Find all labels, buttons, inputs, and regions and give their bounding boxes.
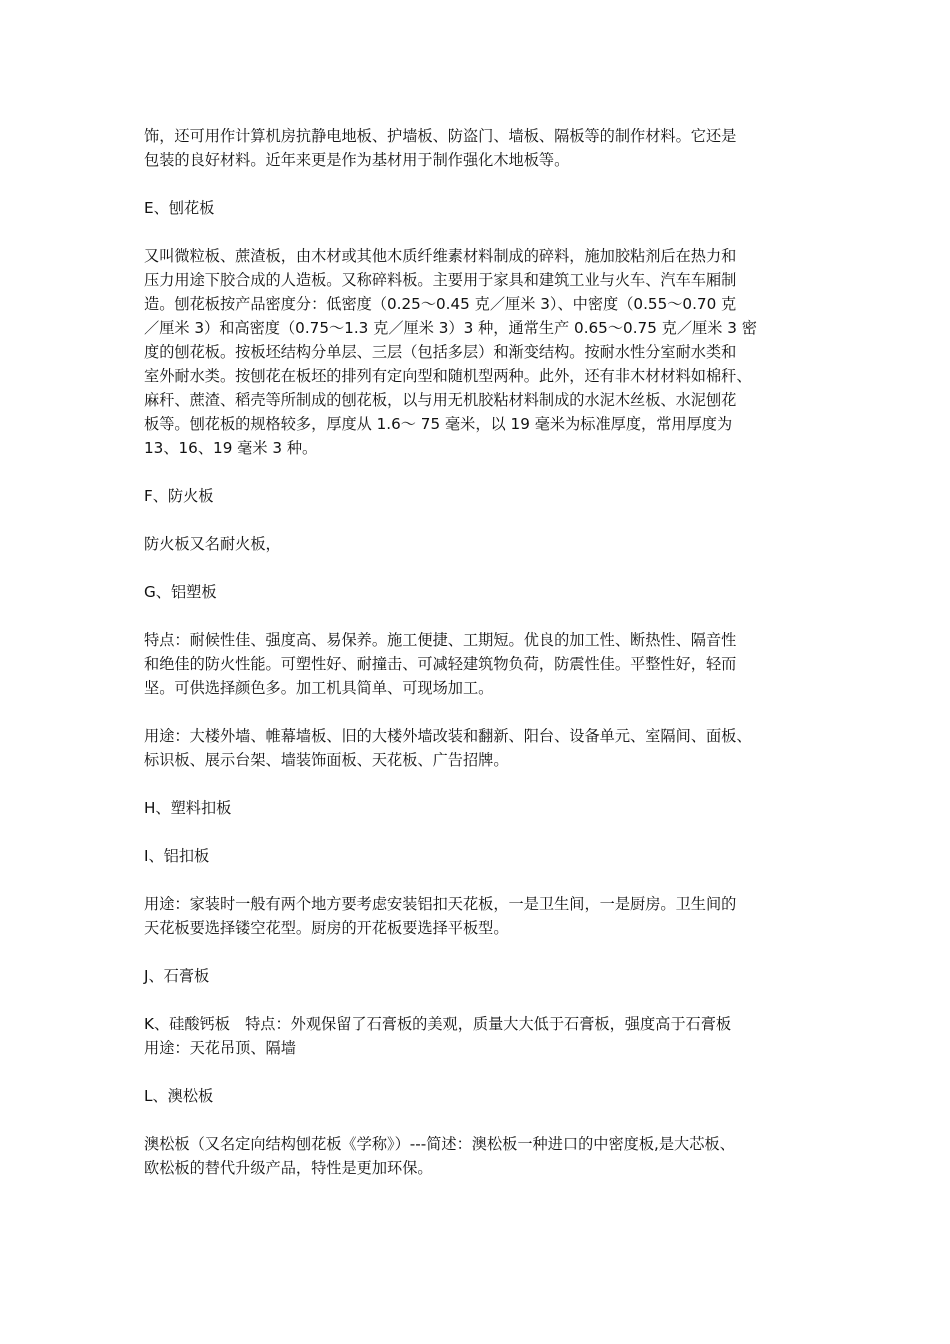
paragraph-osb-board [144, 1132, 810, 1180]
text-line: L、澳松板 [144, 1087, 214, 1105]
text-line: 特点：耐候性佳、强度高、易保养。施工便捷、工期短。优良的加工性、断热性、隔音性 [144, 631, 737, 649]
text-line: 又叫微粒板、蔗渣板，由木材或其他木质纤维素材料制成的碎料，施加胶粘剂后在热力和 [144, 247, 737, 265]
document-page [144, 124, 810, 1204]
text-line: 坚。可供选择颜色多。加工机具简单、可现场加工。 [144, 679, 494, 697]
text-line: 用途：天花吊顶、隔墙 [144, 1039, 296, 1057]
text-line: 欧松板的替代升级产品，特性是更加环保。 [144, 1159, 433, 1177]
heading-h-plastic-buckle-board [144, 796, 810, 820]
paragraph-aluminum-plastic-uses [144, 724, 810, 772]
text-line: J、石膏板 [144, 967, 210, 985]
heading-g-aluminum-plastic-board [144, 580, 810, 604]
heading-i-aluminum-buckle-board [144, 844, 810, 868]
text-line: 饰，还可用作计算机房抗静电地板、护墙板、防盗门、墙板、隔板等的制作材料。它还是 [144, 127, 737, 145]
text-line: ／厘米 3）和高密度（0.75～1.3 克／厘米 3）3 种，通常生产 0.65～0.75 克／厘米 3 密 [144, 319, 757, 337]
text-line: 和绝佳的防火性能。可塑性好、耐撞击、可减轻建筑物负荷，防震性佳。平整性好，轻而 [144, 655, 737, 673]
heading-l-osb-board [144, 1084, 810, 1108]
paragraph-fireproof-board [144, 532, 810, 556]
paragraph-aluminum-plastic-features [144, 628, 810, 700]
heading-e-particleboard [144, 196, 810, 220]
text-line: H、塑料扣板 [144, 799, 232, 817]
text-line: 板等。刨花板的规格较多，厚度从 1.6～ 75 毫米，以 19 毫米为标准厚度，常用厚度为 [144, 415, 733, 433]
text-line: 造。刨花板按产品密度分：低密度（0.25～0.45 克／厘米 3）、中密度（0.55～0.70 克 [144, 295, 737, 313]
text-line: 包装的良好材料。近年来更是作为基材用于制作强化木地板等。 [144, 151, 570, 169]
text-line: 防火板又名耐火板， [144, 535, 281, 553]
text-line: G、铝塑板 [144, 583, 217, 601]
text-line: 室外耐水类。按刨花在板坯的排列有定向型和随机型两种。此外，还有非木材材料如棉秆、 [144, 367, 752, 385]
heading-f-fireproof-board [144, 484, 810, 508]
text-line: E、刨花板 [144, 199, 215, 217]
text-line: 麻秆、蔗渣、稻壳等所制成的刨花板，以与用无机胶粘材料制成的水泥木丝板、水泥刨花 [144, 391, 737, 409]
heading-j-gypsum-board [144, 964, 810, 988]
text-line: 天花板要选择镂空花型。厨房的开花板要选择平板型。 [144, 919, 509, 937]
text-line: F、防火板 [144, 487, 214, 505]
paragraph-particleboard [144, 244, 810, 460]
text-line: 用途：家装时一般有两个地方要考虑安装铝扣天花板，一是卫生间，一是厨房。卫生间的 [144, 895, 737, 913]
text-line: I、铝扣板 [144, 847, 210, 865]
text-line: 压力用途下胶合成的人造板。又称碎料板。主要用于家具和建筑工业与火车、汽车车厢制 [144, 271, 737, 289]
paragraph-intro-continued [144, 124, 810, 172]
paragraph-calcium-silicate-board [144, 1012, 810, 1060]
text-line: 澳松板（又名定向结构刨花板《学称》）---简述：澳松板一种进口的中密度板,是大芯板、 [144, 1135, 735, 1153]
text-line: 度的刨花板。按板坯结构分单层、三层（包括多层）和渐变结构。按耐水性分室耐水类和 [144, 343, 737, 361]
text-line: 标识板、展示台架、墙装饰面板、天花板、广告招牌。 [144, 751, 509, 769]
paragraph-aluminum-buckle-uses [144, 892, 810, 940]
text-line: 13、16、19 毫米 3 种。 [144, 439, 318, 457]
text-line: 用途：大楼外墙、帷幕墙板、旧的大楼外墙改装和翻新、阳台、设备单元、室隔间、面板、 [144, 727, 752, 745]
text-line: K、硅酸钙板 特点：外观保留了石膏板的美观，质量大大低于石膏板，强度高于石膏板 [144, 1015, 732, 1033]
